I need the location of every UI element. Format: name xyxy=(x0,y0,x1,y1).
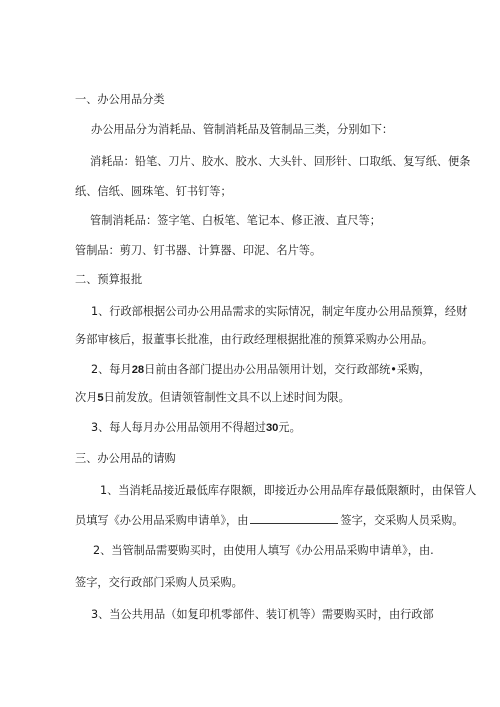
budget-para-1-line-1: 1、行政部根据公司办公用品需求的实际情况，制定年度办公用品预算，经财 xyxy=(91,305,468,318)
budget-day-number: 28 xyxy=(131,364,145,376)
distribution-day-number: 5 xyxy=(97,392,104,404)
request-para-1-line-2 xyxy=(75,513,500,529)
budget-para-3-text-b: 元。 xyxy=(278,421,301,434)
request-para-1-text-a: 员填写《办公用品采购申请单》，由 xyxy=(75,514,249,527)
request-para-3-line-1: 3、当公共用品（如复印机零部件、装订机等）需要购买时，由行政部 xyxy=(91,608,434,621)
monthly-limit-number: 30 xyxy=(265,422,279,434)
consumables-line-1: 消耗品：铅笔、刀片、胶水、胶水、大头针、回形针、口取纸、复写纸、便条 xyxy=(90,155,471,168)
section-1-heading: 一、办公用品分类 xyxy=(75,93,165,106)
section-2-heading: 二、预算报批 xyxy=(75,273,143,286)
section-3-heading: 三、办公用品的请购 xyxy=(75,452,176,465)
budget-para-2-l2-text-b: 日前发放。但请领管制性文具不以上述时间为限。 xyxy=(103,391,350,404)
controlled-consumables: 管制消耗品：签字笔、白板笔、笔记本、修正液、直尺等； xyxy=(90,214,381,227)
consumables-line-2: 纸、信纸、圆珠笔、钉书钉等； xyxy=(75,185,232,198)
budget-para-2-line-1 xyxy=(91,362,500,378)
budget-para-2-text-b: 日前由各部门提出办公用品领用计划，交行政部统•采购， xyxy=(144,363,431,376)
budget-para-3 xyxy=(91,420,500,436)
section-1-intro: 办公用品分为消耗品、管制消耗品及管制品三类，分别如下： xyxy=(91,123,394,136)
budget-para-3-text-a: 3、每人每月办公用品领用不得超过 xyxy=(91,421,266,434)
request-para-1-text-b: 签字，交采购人员采购。 xyxy=(340,514,464,527)
request-para-1-line-1: 1、当消耗品接近最低库存限额，即接近办公用品库存最低限额时，由保管人 xyxy=(100,484,477,497)
budget-para-2-l2-text-a: 次月 xyxy=(75,391,98,404)
request-para-2-line-1: 2、当管制品需要购买时，由使用人填写《办公用品采购申请单》，由. xyxy=(93,544,434,557)
signature-blank-line xyxy=(250,513,338,524)
budget-para-1-line-2: 务部审核后，报董事长批准，由行政经理根据批准的预算采购办公用品。 xyxy=(75,333,434,346)
request-para-2-line-2: 签字，交行政部门采购人员采购。 xyxy=(75,576,243,589)
budget-para-2-line-2 xyxy=(75,390,500,406)
budget-para-2-text-a: 2、每月 xyxy=(91,363,132,376)
controlled-items: 管制品：剪刀、钉书器、计算器、印泥、名片等。 xyxy=(75,244,322,257)
